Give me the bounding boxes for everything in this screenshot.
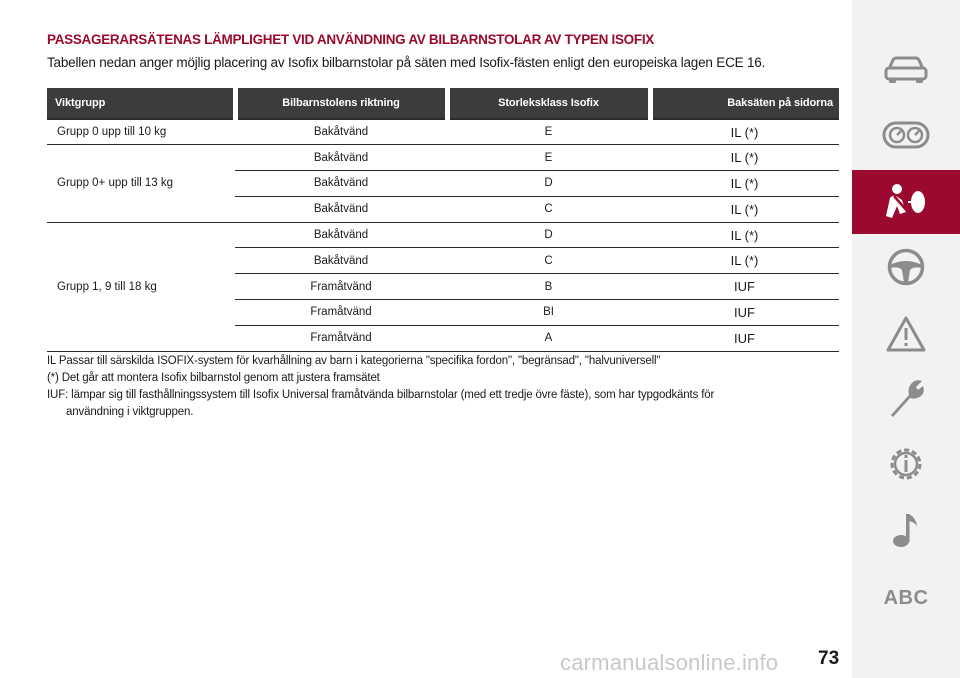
table-row [47,222,839,248]
sidebar-item-index[interactable] [852,566,960,630]
direction-cell: Bakåtvänd [235,119,447,145]
suitability-cell: IL (*) [650,222,839,248]
suitability-cell: IL (*) [650,119,839,145]
size-class-cell: A [447,325,650,351]
suitability-cell: IUF [650,274,839,300]
sidebar-item-car[interactable] [852,38,960,102]
direction-cell: Bakåtvänd [235,145,447,171]
table-row [47,119,839,145]
size-class-cell: D [447,222,650,248]
steering-wheel-icon [886,247,926,287]
suitability-cell: IL (*) [650,248,839,274]
abc-index-icon: ABC [883,586,929,609]
suitability-cell: IL (*) [650,145,839,171]
sidebar-item-multimedia[interactable] [852,498,960,562]
direction-cell: Framåtvänd [235,274,447,300]
direction-cell: Bakåtvänd [235,248,447,274]
wrench-icon [885,377,927,419]
size-class-cell: D [447,171,650,197]
isofix-table [47,88,839,352]
size-class-cell: C [447,196,650,222]
section-heading: PASSAGERARSÄTENAS LÄMPLIGHET VID ANVÄNDNING AV BILBARNSTOLAR AV TYPEN ISOFIX [47,32,654,47]
header-seat-direction: Bilbarnstolens riktning [235,88,447,119]
sidebar-item-emergency[interactable] [852,302,960,366]
note-iuf-continued: användning i viktgruppen. [66,406,194,418]
suitability-cell: IUF [650,325,839,351]
direction-cell: Framåtvänd [235,325,447,351]
seatbelt-airbag-icon [884,182,928,222]
size-class-cell: B [447,274,650,300]
chapter-sidebar [852,0,960,678]
sidebar-item-driving[interactable] [852,235,960,299]
size-class-cell: C [447,248,650,274]
car-icon [883,55,929,85]
group-label: Grupp 1, 9 till 18 kg [47,222,235,351]
page-number: 73 [818,648,840,669]
isofix-table-container [47,88,839,352]
suitability-cell: IUF [650,300,839,326]
note-star: (*) Det går att montera Isofix bilbarnstol genom att justera framsätet [47,372,380,384]
note-il: IL Passar till särskilda ISOFIX-system för kvarhållning av barn i kategorierna "specifika fordon", "begränsad", "halvuniversell" [47,355,661,367]
technical-data-gear-icon [885,443,927,485]
suitability-cell: IL (*) [650,171,839,197]
direction-cell: Bakåtvänd [235,196,447,222]
suitability-cell: IL (*) [650,196,839,222]
header-size-class: Storleksklass Isofix [447,88,650,119]
sidebar-item-dashboard[interactable] [852,103,960,167]
direction-cell: Bakåtvänd [235,222,447,248]
table-header-row [47,88,839,119]
size-class-cell: E [447,119,650,145]
direction-cell: Bakåtvänd [235,171,447,197]
dashboard-gauges-icon [882,121,930,149]
header-rear-side-seats: Baksäten på sidorna [650,88,839,119]
intro-paragraph: Tabellen nedan anger möjlig placering av Isofix bilbarnstolar på säten med Isofix-fästen enligt den europeiska lagen ECE 16. [47,55,766,70]
direction-cell: Framåtvänd [235,300,447,326]
sidebar-item-technical-data[interactable] [852,432,960,496]
note-iuf: IUF: lämpar sig till fasthållningssystem till Isofix Universal framåtvända bilbarnstolar (med ett tredje övre fäste), som har typgodkänts för [47,389,715,401]
header-weight-group: Viktgrupp [47,88,235,119]
size-class-cell: BI [447,300,650,326]
table-row [47,145,839,171]
group-label: Grupp 0 upp till 10 kg [47,119,235,145]
group-label: Grupp 0+ upp till 13 kg [47,145,235,222]
watermark: carmanualsonline.info [560,650,779,675]
warning-triangle-icon [885,315,927,353]
music-note-icon [890,510,922,550]
size-class-cell: E [447,145,650,171]
table-notes [47,353,807,421]
sidebar-item-maintenance[interactable] [852,366,960,430]
sidebar-item-safety[interactable] [852,170,960,234]
